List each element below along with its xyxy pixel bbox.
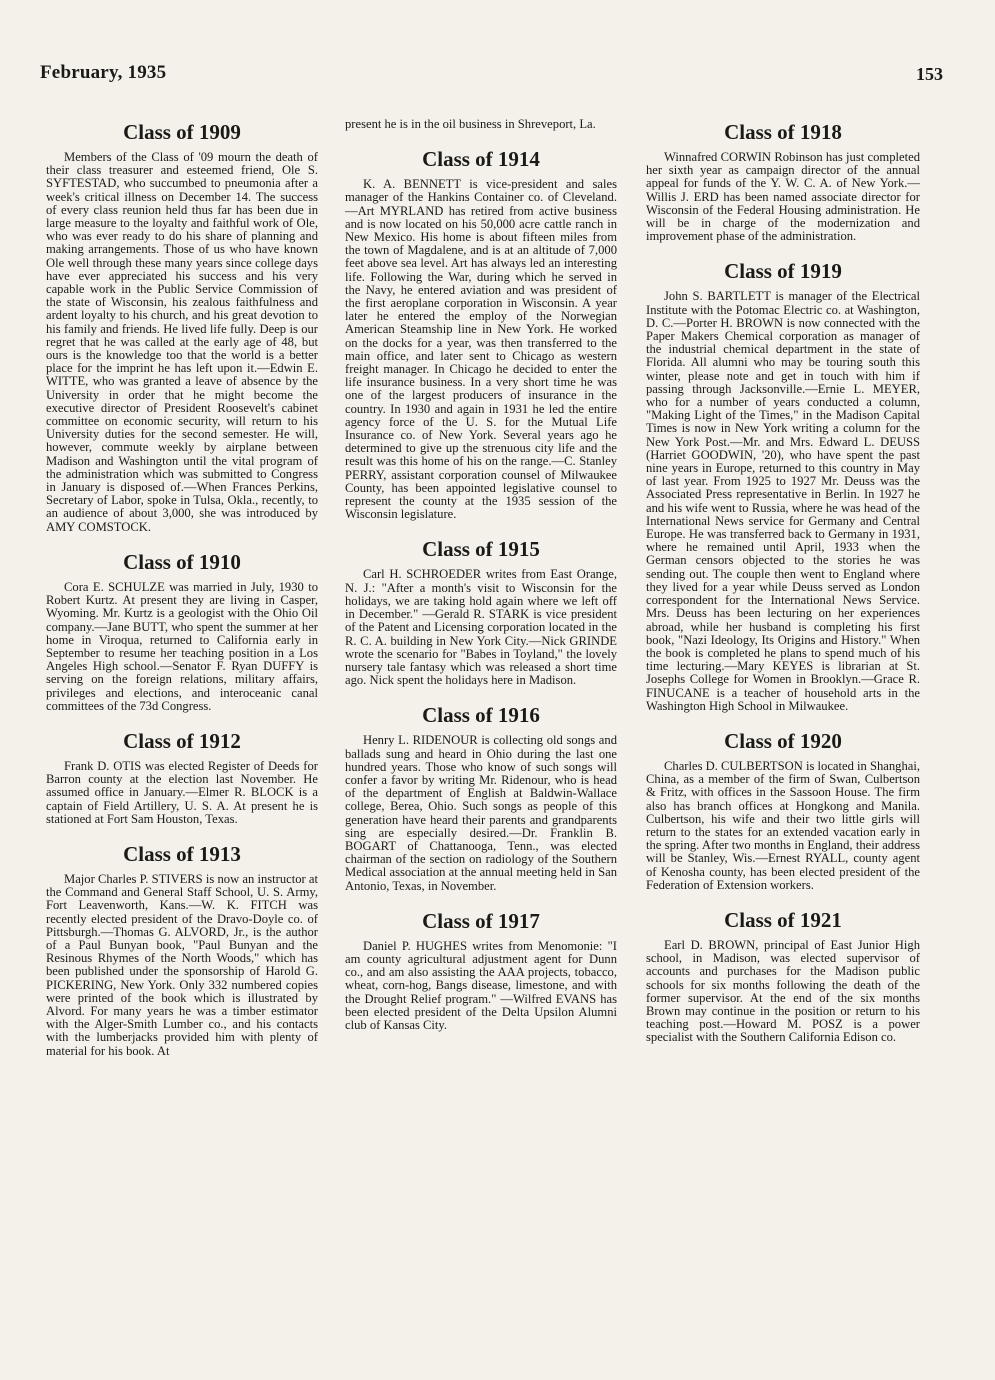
class-notes-1912: Frank D. OTIS was elected Register of Deeds for Barron county at the election last November. He assumed office in January.—Elmer R. BLOCK is a captain of Field Artillery, U. S. A. At present he is stationed at Fort Sam Houston, Texas. <box>46 758 318 826</box>
class-heading-1914: Class of 1914 <box>422 147 540 172</box>
class-heading-1915: Class of 1915 <box>422 537 540 562</box>
class-notes-1918: Winnafred CORWIN Robinson has just completed her sixth year as campaign director of the annual appeal for funds of the Y. W. C. A. of New York.—Willis J. ERD has been named associate director for Wisconsin of the Federal Housing administration. He will be in charge of the modernization and improvement phase of the administration. <box>646 150 920 244</box>
class-heading-1916: Class of 1916 <box>422 703 540 728</box>
class-heading-1920: Class of 1920 <box>724 728 842 753</box>
column-2 <box>345 118 617 1032</box>
class-heading-1910: Class of 1910 <box>123 549 241 574</box>
class-notes-1914: K. A. BENNETT is vice-president and sales manager of the Hankins Container co. of Cleveland.—Art MYRLAND has retired from active business and is now located on his 50,000 acre cattle ranch in New Mexico. His home is about fifteen miles from the town of Magdalene, and is at an altitude of 7,000 feet above sea level. Art has always led an interesting life. Following the War, during which he served in the Navy, he entered aviation and was president of the first aeroplane corporation in Wisconsin. A year later he entered the employ of the Norwegian American Steamship line in New York. He worked on the docks for a year, was then transferred to the main office, and later sent to Chicago as western freight manager. In Chicago he decided to enter the life insurance business. In a very short time he was one of the largest producers of insurance in the country. In 1930 and again in 1931 he led the entire agency force of the U. S. for the Mutual Life Insurance co. of New York. Several years ago he determined to give up the strenuous city life and the result was this home of his on the range.—C. Stanley PERRY, assistant corporation counsel of Milwaukee County, has been appointed legislative counsel to represent the county at the 1935 session of the Wisconsin legislature. <box>345 177 617 522</box>
class-heading-1917: Class of 1917 <box>422 908 540 933</box>
class-notes-1909: Members of the Class of '09 mourn the death of their class treasurer and esteemed friend, Ole S. SYFTESTAD, who succumbed to pneumonia after a week's critical illness on December 14. The success of every class reunion held thus far has been due in large measure to the loyalty and faithful work of Ole, who was ever ready to do his share of planning and making arrangements. Those of us who have known Ole well through these many years since college days have ever appreciated his success and his very capable work in the Public Service Commission of the state of Wisconsin, his zealous faithfulness and ardent loyalty to his church, and his great devotion to his family and friends. He lived life fully. Deep is our regret that he was called at the early age of 48, but ours is the knowledge too that the world is a better place for the imprint he has left upon it.—Edwin E. WITTE, who was granted a leave of absence by the University in order that he might become the executive director of President Roosevelt's cabinet committee on economic security, will return to his University duties for the second semester. He will, however, commute weekly by airplane between Madison and Washington until the vital program of the administration which was submitted to Congress in January is disposed of.—When Frances Perkins, Secretary of Labor, spoke in Tulsa, Okla., recently, to an audience of about 3,000, she was introduced by AMY COMSTOCK. <box>46 150 318 534</box>
class-notes-1910: Cora E. SCHULZE was married in July, 1930 to Robert Kurtz. At present they are living in Casper, Wyoming. Mr. Kurtz is a geologist with the Ohio Oil company.—Jane BUTT, who spent the summer at her home in Viroqua, returned to California early in September to resume her teaching position in a Los Angeles High school.—Senator F. Ryan DUFFY is serving on the foreign relations, military affairs, privileges and elections, and interoceanic canal committees of the 73d Congress. <box>46 579 318 713</box>
class-notes-1915: Carl H. SCHROEDER writes from East Orange, N. J.: "After a month's visit to Wisconsin for the holidays, we are taking hold again where we left off in December." —Gerald R. STARK is vice president of the Patent and Licensing corporation located in the R. C. A. building in New York City.—Nick GRINDE wrote the scenario for "Babes in Toyland," the lovely nursery tale fantasy which was released a short time ago. Nick spent the holidays here in Madison. <box>345 567 617 688</box>
column-1 <box>46 118 318 1058</box>
class-notes-1913-continued: present he is in the oil business in Shreveport, La. <box>345 118 596 131</box>
class-notes-1916: Henry L. RIDENOUR is collecting old songs and ballads sung and heard in Ohio during the last one hundred years. Those who know of such songs will confer a favor by writing Mr. Ridenour, who is head of the department of English at Baldwin-Wallace college, Berea, Ohio. Such songs as people of this generation have heard their parents and grandparents sing are especially desired.—Dr. Franklin B. BOGART of Chattanooga, Tenn., was elected chairman of the section on radiology of the Southern Medical association at the annual meeting held in San Antonio, Texas, in November. <box>345 733 617 893</box>
class-notes-1920: Charles D. CULBERTSON is located in Shanghai, China, as a member of the firm of Swan, Culbertson & Fritz, with offices in the Sassoon House. The firm also has branch offices at Hongkong and Manila. Culbertson, his wife and their two little girls will return to the states for an extended vacation early in the spring. After two months in England, their address will be Stanley, Wis.—Ernest RYALL, county agent of Kenosha county, has been elected president of the Federation of Extension workers. <box>646 758 920 892</box>
class-heading-1913: Class of 1913 <box>123 841 241 866</box>
issue-date: February, 1935 <box>40 62 167 83</box>
class-notes-1919: John S. BARTLETT is manager of the Electrical Institute with the Potomac Electric co. at Washington, D. C.—Porter H. BROWN is now connected with the Paper Makers Chemical corporation as manager of the industrial chemical department in the state of Florida. All alumni who may be touring south this winter, please note and get in touch with him if passing through Jacksonville.—Ernie L. MEYER, who for a number of years conducted a column, "Making Light of the Times," in the Madison Capital Times is now in New York writing a column for the New York Post.—Mr. and Mrs. Edward L. DEUSS (Harriet GOODWIN, '20), who have spent the past nine years in Europe, returned to this country in May of last year. From 1925 to 1927 Mr. Deuss was the Associated Press representative in Berlin. In 1927 he and his wife went to Russia, where he was head of the International News service for Germany and Central Europe. He was transferred back to Germany in 1931, where he remained until April, 1933 when the German censors objected to the stories he was sending out. The couple then went to England where they lived for a year while Deuss served as London correspondent for the International News Service. Mrs. Deuss has been lecturing on her experiences abroad, while her husband is completing his first book, "Nazi Ideology, Its Origins and History." When the book is completed he plans to spend much of his time lecturing.—Mary KEYES is librarian at St. Josephs College for Women in Brooklyn.—Grace R. FINUCANE is a teacher of household arts in the Washington High School in Milwaukee. <box>646 289 920 713</box>
class-heading-1921: Class of 1921 <box>724 907 842 932</box>
class-heading-1919: Class of 1919 <box>724 259 842 284</box>
class-heading-1918: Class of 1918 <box>724 120 842 144</box>
page-header <box>40 62 943 92</box>
class-notes-1913: Major Charles P. STIVERS is now an instructor at the Command and General Staff School, U. S. Army, Fort Leavenworth, Kans.—W. K. FITCH was recently elected president of the Dravo-Doyle co. of Pittsburgh.—Thomas G. ALVORD, Jr., is the author of a Paul Bunyan book, "Paul Bunyan and the Resinous Rhymes of the North Woods," which has been published under the sponsorship of Harold G. PICKERING, New York. Only 332 numbered copies were printed of the book which is illustrated by Alvord. For many years he was a timber estimator with the Alger-Smith Lumber co., and his contacts with the lumberjacks provided him with plenty of material for his book. At <box>46 871 318 1058</box>
page-number: 153 <box>916 64 943 84</box>
class-heading-1912: Class of 1912 <box>123 728 241 753</box>
class-heading-1909: Class of 1909 <box>123 120 241 144</box>
class-notes-1917: Daniel P. HUGHES writes from Menomonie: "I am county agricultural adjustment agent for Dunn co., and am also assisting the AAA projects, tobacco, wheat, corn-hog, Bangs disease, limestone, and with the Drought Relief program." —Wilfred EVANS has been elected president of the Delta Upsilon Alumni club of Kansas City. <box>345 938 617 1032</box>
class-notes-1921: Earl D. BROWN, principal of East Junior High school, in Madison, was elected supervisor of accounts and purchases for the Madison public schools for six months following the death of the former supervisor. At the end of the six months Brown may continue in the position or return to his teaching post.—Howard M. POSZ is a power specialist with the Southern California Edison co. <box>646 937 920 1045</box>
column-3 <box>646 118 920 1045</box>
